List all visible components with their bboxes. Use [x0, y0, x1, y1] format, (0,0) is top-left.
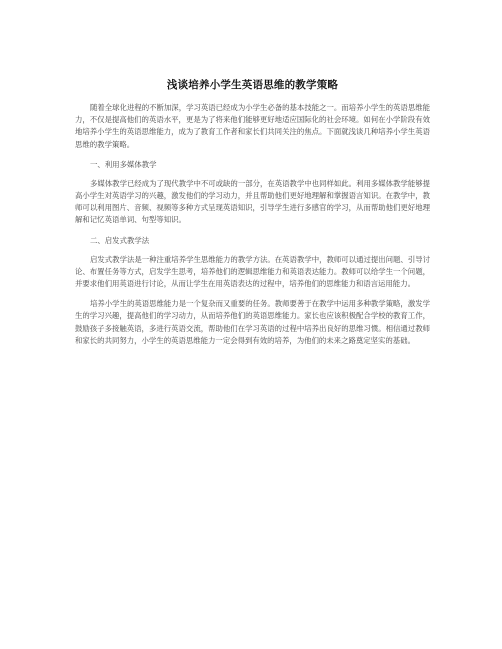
intro-paragraph: 随着全球化进程的不断加深，学习英语已经成为小学生必备的基本技能之一。而培养小学生的英语思维能力，不仅是提高他们的英语水平，更是为了将来他们能够更好地适应国际化的社会环境。如何在小学阶段有效地培养小学生的英语思维能力，成为了教育工作者和家长们共同关注的焦点。下面就浅谈几种培养小学生英语思维的教学策略。: [75, 103, 430, 149]
section-2-paragraph-1: 启发式教学法是一种注重培养学生思维能力的教学方法。在英语教学中，教师可以通过提出问题、引导讨论、布置任务等方式，启发学生思考，培养他们的逻辑思维能力和英语表达能力。教师可以给学生一个问题，并要求他们用英语进行讨论，从而让学生在用英语表达的过程中，培养他们的思维能力和语言运用能力。: [75, 254, 430, 289]
section-1-heading: 一、利用多媒体教学: [90, 159, 157, 169]
section-2-paragraph-2: 培养小学生的英语思维能力是一个复杂而又重要的任务。教师要善于在教学中运用多种教学策略，激发学生的学习兴趣，提高他们的学习动力，从而培养他们的英语思维能力。家长也应该积极配合学校的教育工作，鼓励孩子多接触英语，多进行英语交流，帮助他们在学习英语的过程中培养出良好的思维习惯。相信通过教师和家长的共同努力，小学生的英语思维能力一定会得到有效的培养，为他们的未来之路奠定坚实的基础。: [75, 299, 430, 345]
section-2-heading: 二、启发式教学法: [90, 235, 150, 245]
document-title: 浅谈培养小学生英语思维的教学策略: [166, 79, 339, 91]
section-1-paragraph-1: 多媒体教学已经成为了现代教学中不可或缺的一部分，在英语教学中也同样如此。利用多媒体教学能够提高小学生对英语学习的兴趣，激发他们的学习动力，并且帮助他们更好地理解和掌握语言知识。在教学中，教师可以利用图片、音频、视频等多种方式呈现英语知识，引导学生进行多感官的学习，从而帮助他们更好地理解和记忆英语单词、句型等知识。: [75, 178, 430, 225]
